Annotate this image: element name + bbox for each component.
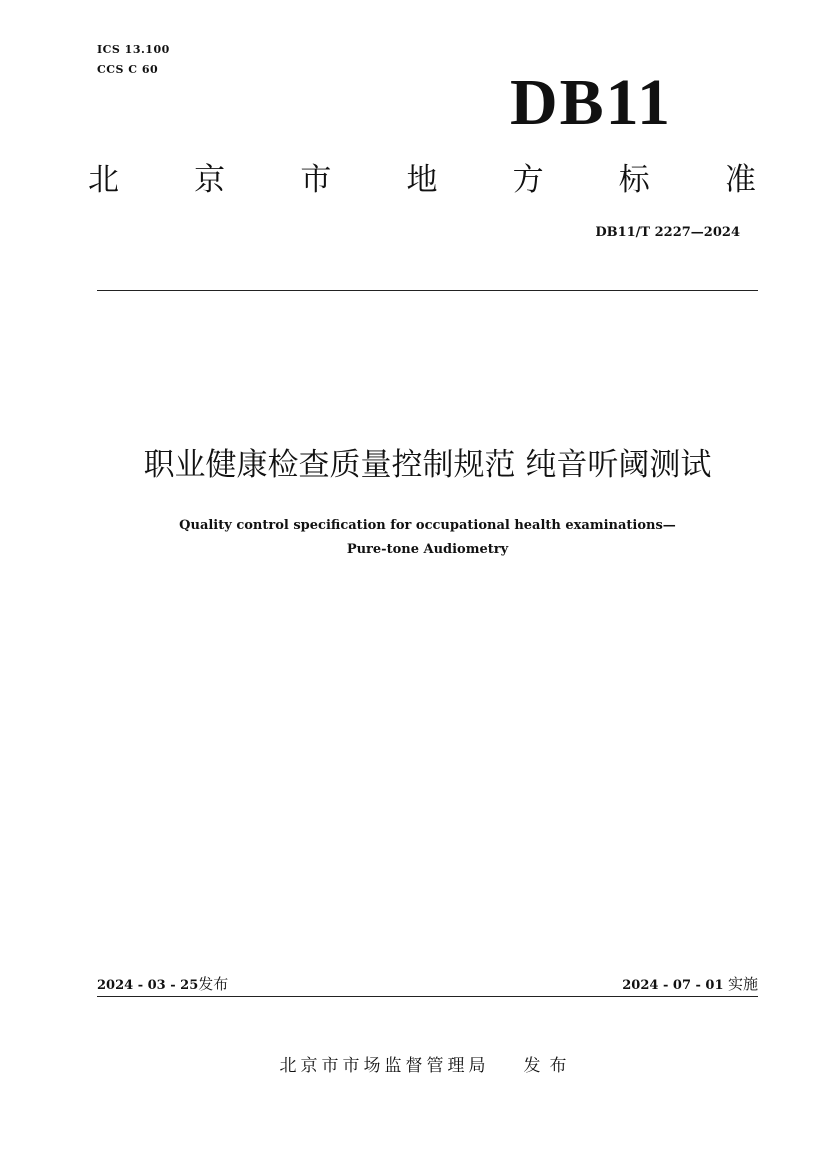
issuer-line (60, 1052, 795, 1080)
standard-type-char: 京 (194, 162, 226, 198)
standard-type-char: 准 (724, 162, 756, 198)
document-title-en (60, 514, 795, 562)
title-en-line: Quality control specification for occupational health examinations— (179, 518, 676, 533)
publish-date: 2024 - 03 - 25 (97, 978, 199, 993)
publish-date-block (97, 972, 228, 998)
db-mark: DB11 (510, 66, 673, 139)
issuer-action: 发布 (523, 1056, 576, 1076)
ccs-code: CCS C 60 (97, 63, 159, 76)
classification-codes (97, 40, 170, 80)
standard-type-title (88, 158, 756, 202)
ics-code: ICS 13.100 (97, 43, 170, 56)
publish-label: 发布 (198, 975, 229, 993)
implement-label: 实施 (727, 975, 758, 993)
standard-type-char: 北 (88, 162, 119, 198)
standard-type-char: 市 (300, 162, 332, 198)
title-en-line: Pure-tone Audiometry (346, 542, 509, 557)
standard-type-char: 标 (618, 162, 650, 198)
implement-date: 2024 - 07 - 01 (622, 978, 724, 993)
bottom-divider (97, 996, 758, 997)
standard-number: DB11/T 2227—2024 (595, 225, 740, 240)
standard-type-char: 地 (406, 162, 438, 198)
top-divider (97, 290, 758, 291)
standard-type-char: 方 (512, 162, 544, 198)
document-title-zh: 职业健康检查质量控制规范 纯音听阈测试 (143, 447, 712, 483)
issuer-name: 北京市市场监督管理局 (279, 1056, 490, 1076)
implement-date-block (622, 972, 758, 998)
